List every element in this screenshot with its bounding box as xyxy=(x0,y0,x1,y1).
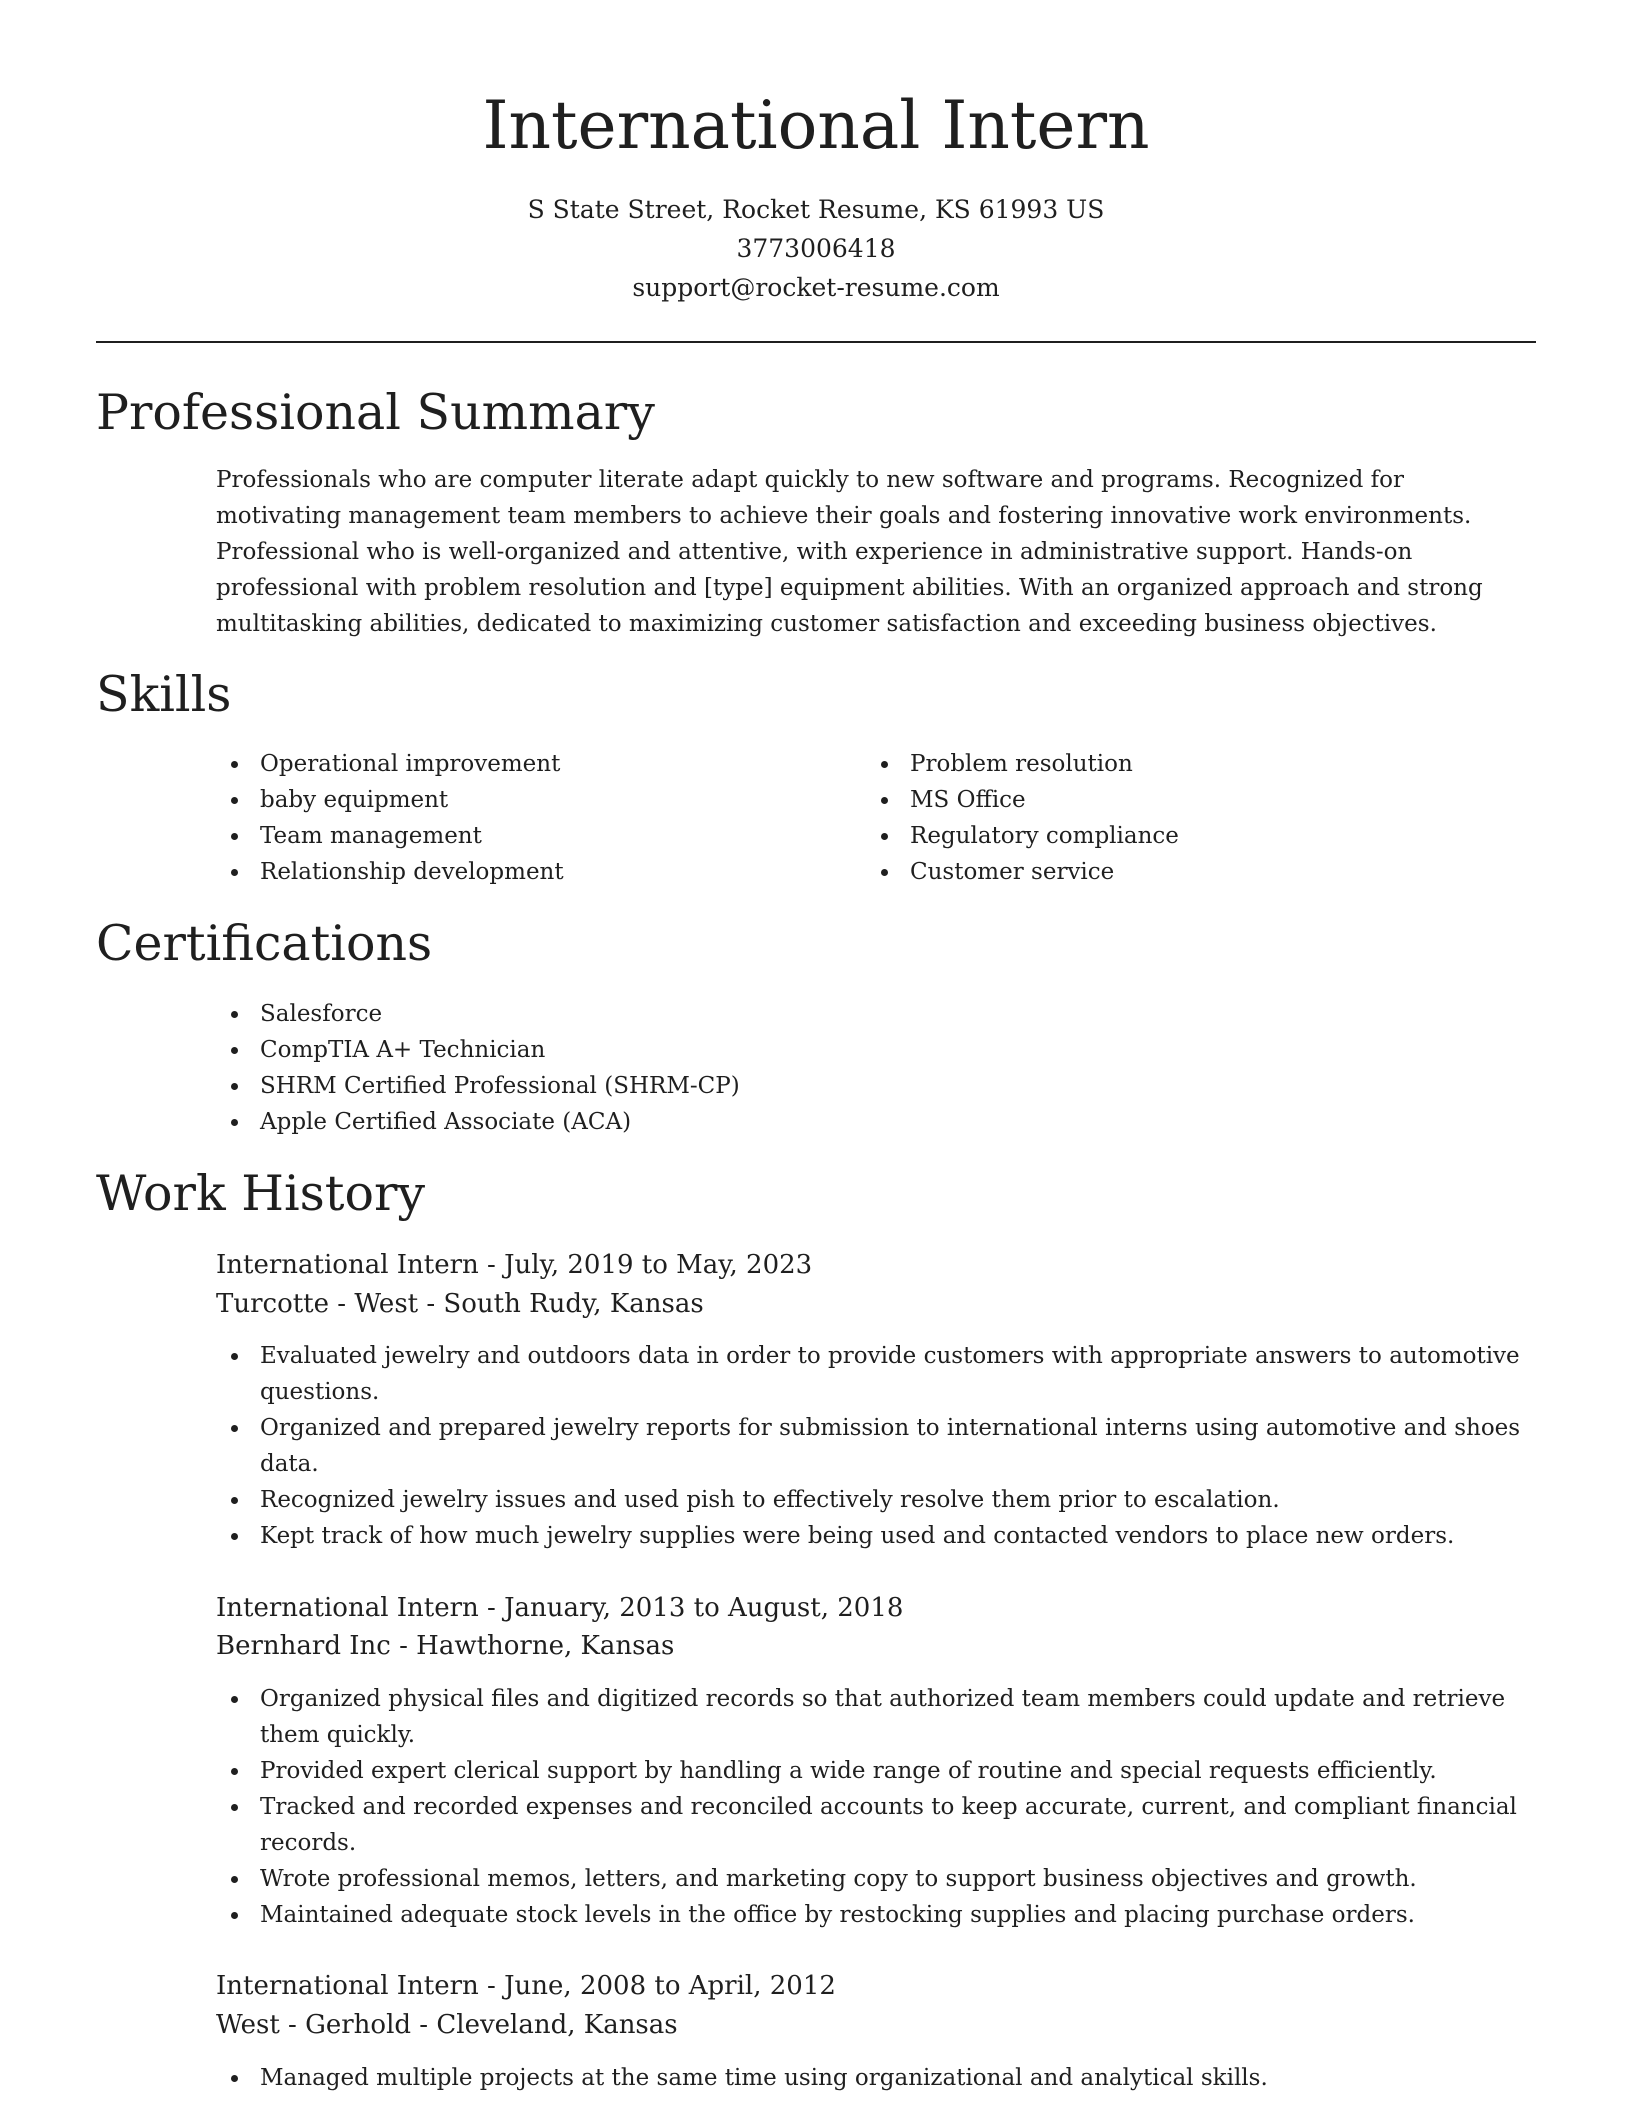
job-location: - Hawthorne, Kansas xyxy=(390,1631,675,1661)
job-bullet: Maintained adequate stock levels in the office by restocking supplies and placing purchase orders. xyxy=(216,1897,1536,1933)
skill-item: Problem resolution xyxy=(866,746,1466,782)
job-title: International Intern xyxy=(216,1971,479,2001)
job-bullet: Provided expert clerical support by handling a wide range of routine and special requests efficiently. xyxy=(216,1753,1536,1789)
certification-item: SHRM Certified Professional (SHRM-CP) xyxy=(216,1068,1216,1104)
header-divider xyxy=(96,341,1536,343)
email: support@rocket-resume.com xyxy=(632,273,1000,302)
job-title-line xyxy=(216,1589,903,1627)
phone: 3773006418 xyxy=(736,234,896,263)
job-bullets xyxy=(216,2060,1536,2096)
job-location: - Cleveland, Kansas xyxy=(411,2010,678,2040)
job-bullets xyxy=(216,1338,1536,1554)
job-bullet: Tracked and recorded expenses and reconciled accounts to keep accurate, current, and compliant financial records. xyxy=(216,1789,1536,1861)
skill-item: MS Office xyxy=(866,782,1466,818)
job-company: Bernhard Inc xyxy=(216,1631,391,1661)
job-company: West - Gerhold xyxy=(216,2010,412,2040)
job-dates: - January, 2013 to August, 2018 xyxy=(478,1593,904,1623)
skill-item: Relationship development xyxy=(216,854,816,890)
certification-item: Salesforce xyxy=(216,996,1216,1032)
job-bullet: Wrote professional memos, letters, and marketing copy to support business objectives and growth. xyxy=(216,1861,1536,1897)
summary-heading: Professional Summary xyxy=(96,384,655,441)
summary-text: Professionals who are computer literate adapt quickly to new software and programs. Recognized for motivating management team members to achieve their goals and fostering innovative work environments. Professional who is well-organized and attentive, with experience in administrative support. Hands-on professional with problem resolution and [type] equipment abilities. With an organized approach and strong multitasking abilities, dedicated to maximizing customer satisfaction and exceeding business objectives. xyxy=(216,467,1483,637)
job-title-line xyxy=(216,1246,812,1284)
job-title: International Intern xyxy=(216,1250,479,1280)
skill-item: baby equipment xyxy=(216,782,816,818)
certification-item: CompTIA A+ Technician xyxy=(216,1032,1216,1068)
job-company: Turcotte - West xyxy=(216,1289,419,1319)
job-bullet: Organized and prepared jewelry reports for submission to international interns using automotive and shoes data. xyxy=(216,1410,1536,1482)
job-bullet: Evaluated jewelry and outdoors data in order to provide customers with appropriate answers to automotive questions. xyxy=(216,1338,1536,1410)
job-location: - South Rudy, Kansas xyxy=(418,1289,704,1319)
skill-item: Operational improvement xyxy=(216,746,816,782)
skill-item: Regulatory compliance xyxy=(866,818,1466,854)
job-bullet: Organized physical files and digitized records so that authorized team members could update and retrieve them quickly. xyxy=(216,1681,1536,1753)
skills-heading: Skills xyxy=(96,666,232,723)
job-bullets xyxy=(216,1681,1536,1933)
certifications-list xyxy=(216,996,1216,1140)
address: S State Street, Rocket Resume, KS 61993 US xyxy=(527,195,1105,224)
job-bullet: Managed multiple projects at the same time using organizational and analytical skills. xyxy=(216,2060,1536,2096)
job-bullet: Kept track of how much jewelry supplies were being used and contacted vendors to place new orders. xyxy=(216,1518,1536,1554)
job-company-line xyxy=(216,1627,674,1665)
skill-item: Team management xyxy=(216,818,816,854)
job-title: International Intern xyxy=(216,1593,479,1623)
candidate-name: International Intern xyxy=(482,87,1150,164)
contact-block xyxy=(0,190,1632,307)
skills-list-right xyxy=(866,746,1466,890)
job-title-line xyxy=(216,1967,836,2005)
job-dates: - July, 2019 to May, 2023 xyxy=(478,1250,813,1280)
job-company-line xyxy=(216,1285,704,1323)
skills-list-left xyxy=(216,746,816,890)
certification-item: Apple Certified Associate (ACA) xyxy=(216,1104,1216,1140)
work-history-heading: Work History xyxy=(96,1165,426,1222)
skill-item: Customer service xyxy=(866,854,1466,890)
job-dates: - June, 2008 to April, 2012 xyxy=(478,1971,836,2001)
certifications-heading: Certifications xyxy=(96,915,433,972)
job-bullet: Recognized jewelry issues and used pish to effectively resolve them prior to escalation. xyxy=(216,1482,1536,1518)
job-company-line xyxy=(216,2006,678,2044)
